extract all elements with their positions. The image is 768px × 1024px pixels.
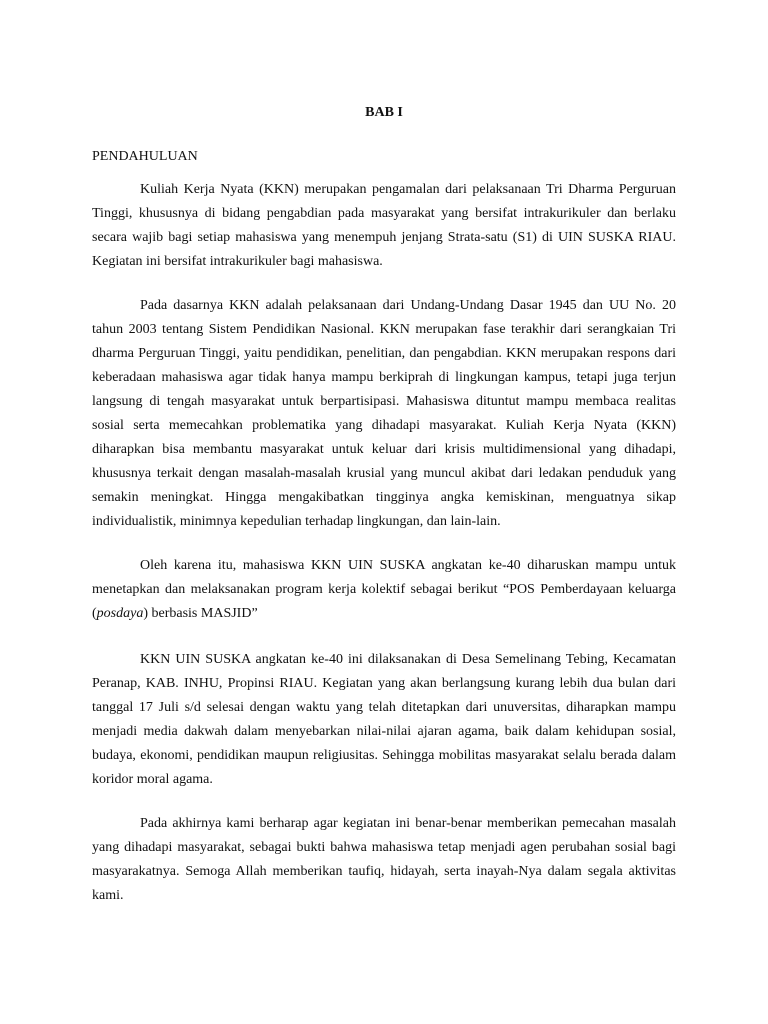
paragraph-3-text-after: ) berbasis MASJID” bbox=[143, 606, 258, 621]
chapter-title: BAB I bbox=[365, 105, 403, 120]
section-title: PENDAHULUAN bbox=[92, 149, 198, 164]
document-body bbox=[92, 102, 676, 928]
paragraph-2: Pada dasarnya KKN adalah pelaksanaan dari Undang-Undang Dasar 1945 dan UU No. 20 tahun 2003 tentang Sistem Pendidikan Nasional. KKN merupakan fase terakhir dari serangkaian Tri dharma Perguruan Tinggi, yaitu pendidikan, penelitian, dan pengabdian. KKN merupakan respons dari keberadaan mahasiswa agar tidak hanya mampu berkiprah di lingkungan kampus, tetapi juga terjun langsung di tengah masyarakat untuk berpartisipasi. Mahasiswa dituntut mampu membaca realitas sosial serta memecahkan problematika yang dihadapi masyarakat. Kuliah Kerja Nyata (KKN) diharapkan bisa membantu masyarakat untuk keluar dari krisis multidimensional yang dihadapi, khususnya terkait dengan masalah-masalah krusial yang muncul akibat dari ledakan penduduk yang semakin meningkat. Hingga mengakibatkan tingginya angka kemiskinan, menguatnya sikap individualistik, minimnya kepedulian terhadap lingkungan, dan lain-lain. bbox=[92, 298, 676, 529]
paragraph-3-italic-term: posdaya bbox=[96, 606, 144, 621]
paragraph-3 bbox=[92, 554, 676, 626]
paragraph-4: KKN UIN SUSKA angkatan ke-40 ini dilaksanakan di Desa Semelinang Tebing, Kecamatan Peranap, KAB. INHU, Propinsi RIAU. Kegiatan yang akan berlangsung kurang lebih dua bulan dari tanggal 17 Juli s/d selesai dengan waktu yang telah ditetapkan dari unuversitas, diharapkan mampu menjadi media dakwah dalam menyebarkan nilai-nilai ajaran agama, baik dalam kehidupan sosial, budaya, ekonomi, pendidikan maupun religiusitas. Sehingga mobilitas masyarakat selalu berada dalam koridor moral agama. bbox=[92, 652, 676, 787]
paragraph-1: Kuliah Kerja Nyata (KKN) merupakan pengamalan dari pelaksanaan Tri Dharma Perguruan Tinggi, khususnya di bidang pengabdian pada masyarakat yang bersifat intrakurikuler dan berlaku secara wajib bagi setiap mahasiswa yang menempuh jenjang Strata-satu (S1) di UIN SUSKA RIAU. Kegiatan ini bersifat intrakurikuler bagi mahasiswa. bbox=[92, 182, 676, 269]
paragraph-5: Pada akhirnya kami berharap agar kegiatan ini benar-benar memberikan pemecahan masalah yang dihadapi masyarakat, sebagai bukti bahwa mahasiswa tetap menjadi agen perubahan sosial bagi masyarakatnya. Semoga Allah memberikan taufiq, hidayah, serta inayah-Nya dalam segala aktivitas kami. bbox=[92, 816, 676, 903]
paragraph-3-text-before: Oleh karena itu, mahasiswa KKN UIN SUSKA angkatan ke-40 diharuskan mampu untuk menetapkan dan melaksanakan program kerja kolektif sebagai berikut “POS Pemberdayaan keluarga ( bbox=[92, 558, 676, 621]
